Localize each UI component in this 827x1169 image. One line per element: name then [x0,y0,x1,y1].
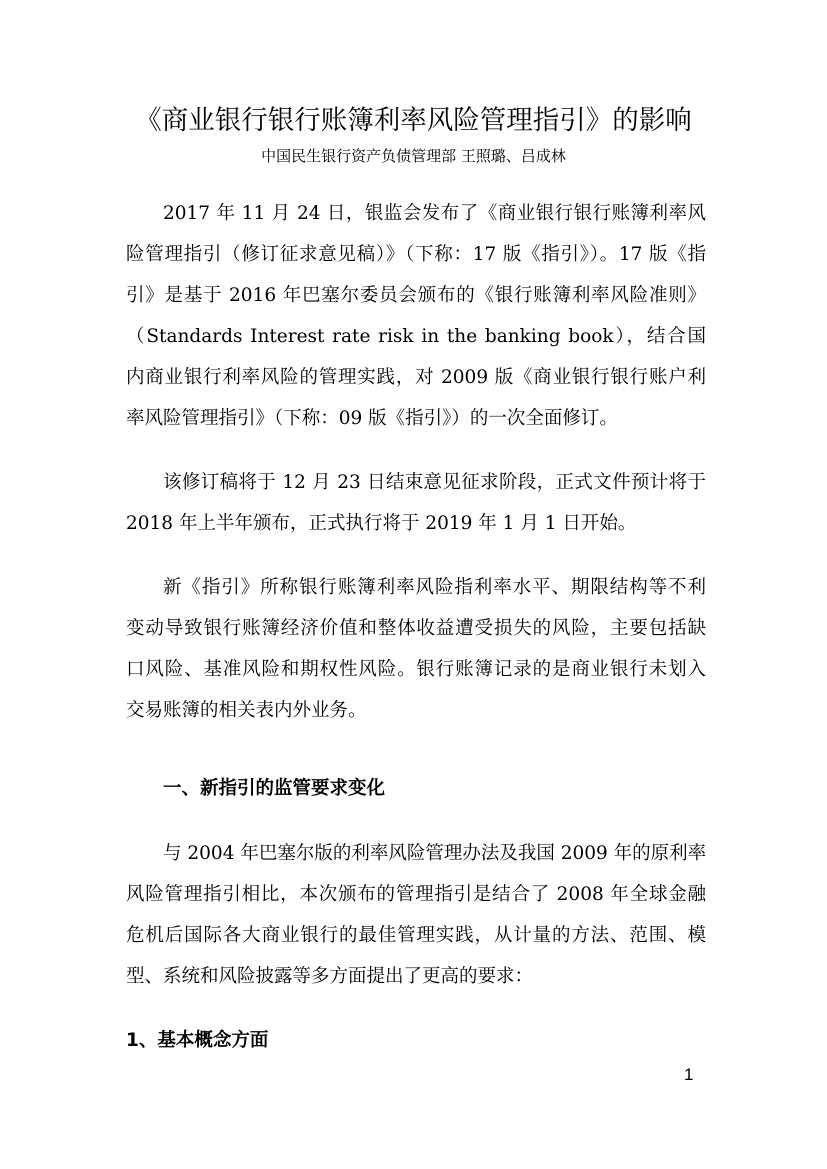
paragraph-line: 型、系统和风险披露等多方面提出了更高的要求： [126,966,534,987]
paragraph-line: 交易账簿的相关表内外业务。 [126,700,367,721]
paragraph-line: （Standards Interest rate risk in the banking book），结合国 [126,326,706,347]
subsection-heading: 1、基本概念方面 [126,1030,269,1051]
paragraph-line: 险管理指引（修订征求意见稿）》（下称：17 版《指引》）。17 版《指 [126,244,706,265]
paragraph-line: 变动导致银行账簿经济价值和整体收益遭受损失的风险，主要包括缺 [126,618,706,639]
paragraph-release-announcement [126,193,706,439]
paragraph-line: 引》是基于 2016 年巴塞尔委员会颁布的《银行账簿利率风险准则》 [126,285,706,306]
paragraph-line: 危机后国际各大商业银行的最佳管理实践，从计量的方法、范围、模 [126,925,706,946]
document-byline: 中国民生银行资产负债管理部 王照璐、吕成林 [261,147,566,165]
paragraph-line: 内商业银行利率风险的管理实践，对 2009 版《商业银行银行账户利 [126,367,706,388]
paragraph-line: 率风险管理指引》（下称：09 版《指引》）的一次全面修订。 [126,408,618,429]
paragraph-line: 新《指引》所称银行账簿利率风险指利率水平、期限结构等不利 [163,577,706,598]
document-title: 《商业银行银行账簿利率风险管理指引》的影响 [135,105,692,136]
paragraph-timeline [126,462,706,544]
paragraph-line: 2018 年上半年颁布，正式执行将于 2019 年 1 月 1 日开始。 [126,513,637,534]
paragraph-line: 该修订稿将于 12 月 23 日结束意见征求阶段，正式文件预计将于 [163,472,706,493]
page-number: 1 [684,1065,694,1084]
paragraph-comparison [126,833,706,997]
paragraph-line: 2017 年 11 月 24 日，银监会发布了《商业银行银行账簿利率风 [163,203,706,224]
paragraph-line: 口风险、基准风险和期权性风险。银行账簿记录的是商业银行未划入 [126,659,706,680]
paragraph-line: 与 2004 年巴塞尔版的利率风险管理办法及我国 2009 年的原利率 [163,843,706,864]
paragraph-line: 风险管理指引相比，本次颁布的管理指引是结合了 2008 年全球金融 [126,884,706,905]
section-heading: 一、新指引的监管要求变化 [163,778,386,799]
paragraph-risk-definition [126,567,706,731]
